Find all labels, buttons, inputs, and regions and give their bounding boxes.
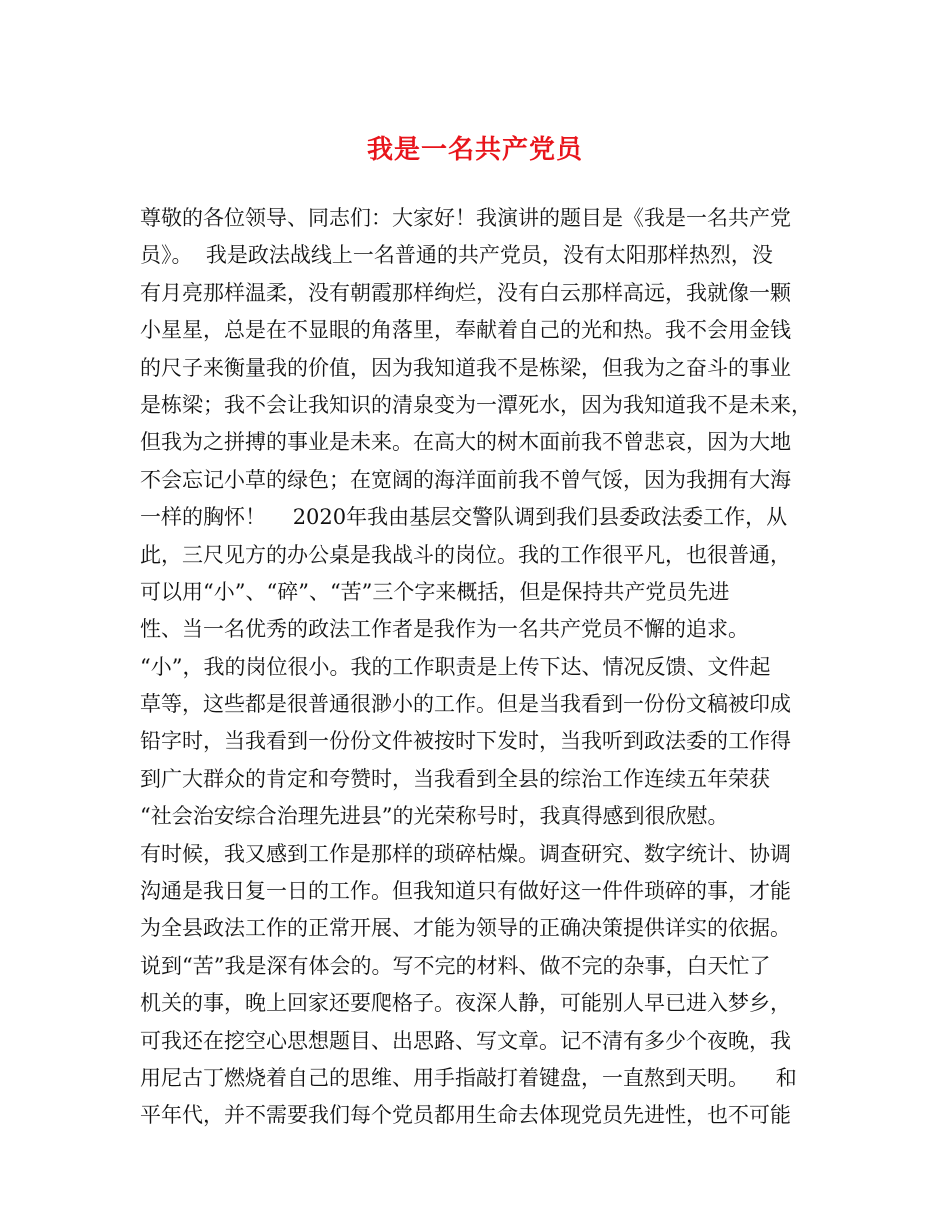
text-line: 尊敬的各位领导、同志们：大家好！我演讲的题目是《我是一名共产党 <box>140 206 791 230</box>
text-line: 的尺子来衡量我的价值，因为我知道我不是栋梁，但我为之奋斗的事业 <box>140 355 791 380</box>
text-line: 铅字时，当我看到一份份文件被按时下发时，当我听到政法委的工作得 <box>140 729 791 754</box>
text-line: 可以用“小”、“碎”、“苦”三个字来概括，但是保持共产党员先进 <box>140 579 730 604</box>
text-line: 沟通是我日复一日的工作。但我知道只有做好这一件件琐碎的事，才能 <box>140 879 791 904</box>
text-line: 此，三尺见方的办公桌是我战斗的岗位。我的工作很平凡，也很普通， <box>140 542 791 567</box>
text-line: 用尼古丁燃烧着自己的思维、用手指敲打着键盘，一直熬到天明。 和 <box>140 1065 797 1090</box>
text-line: “小”，我的岗位很小。我的工作职责是上传下达、情况反馈、文件起 <box>140 654 771 679</box>
text-line: 但我为之拼搏的事业是未来。在高大的树木面前我不曾悲哀，因为大地 <box>140 430 791 455</box>
text-line: “社会治安综合治理先进县”的光荣称号时，我真得感到很欣慰。 <box>140 804 729 829</box>
text-line: 小星星，总是在不显眼的角落里，奉献着自己的光和热。我不会用金钱 <box>140 318 791 343</box>
text-line: 有月亮那样温柔，没有朝霞那样绚烂，没有白云那样高远，我就像一颗 <box>140 280 791 305</box>
text-line: 草等，这些都是很普通很渺小的工作。但是当我看到一份份文稿被印成 <box>140 692 791 717</box>
text-line: 是栋梁；我不会让我知识的清泉变为一潭死水，因为我知道我不是未来， <box>140 392 812 417</box>
text-line: 到广大群众的肯定和夸赞时，当我看到全县的综治工作连续五年荣获 <box>140 766 770 791</box>
text-line: 平年代，并不需要我们每个党员都用生命去体现党员先进性，也不可能 <box>140 1103 791 1128</box>
document-body <box>140 200 820 1135</box>
text-line: 机关的事，晚上回家还要爬格子。夜深人静，可能别人早已进入梦乡， <box>140 991 791 1016</box>
text-line: 为全县政法工作的正常开展、才能为领导的正确决策提供详实的依据。 <box>140 916 791 941</box>
text-line: 有时候，我又感到工作是那样的琐碎枯燥。调查研究、数字统计、协调 <box>140 841 791 866</box>
text-line: 员》。 我是政法战线上一名普通的共产党员，没有太阳那样热烈，没 <box>140 243 773 268</box>
text-line: 一样的胸怀！ 2020年我由基层交警队调到我们县委政法委工作，从 <box>140 505 788 530</box>
text-line: 不会忘记小草的绿色；在宽阔的海洋面前我不曾气馁，因为我拥有大海 <box>140 467 791 492</box>
text-line: 可我还在挖空心思想题目、出思路、写文章。记不清有多少个夜晚，我 <box>140 1028 791 1053</box>
text-line: 说到“苦”我是深有体会的。写不完的材料、做不完的杂事，白天忙了 <box>140 953 771 978</box>
text-line: 性、当一名优秀的政法工作者是我作为一名共产党员不懈的追求。 <box>140 617 749 642</box>
document-title: 我是一名共产党员 <box>366 135 583 165</box>
